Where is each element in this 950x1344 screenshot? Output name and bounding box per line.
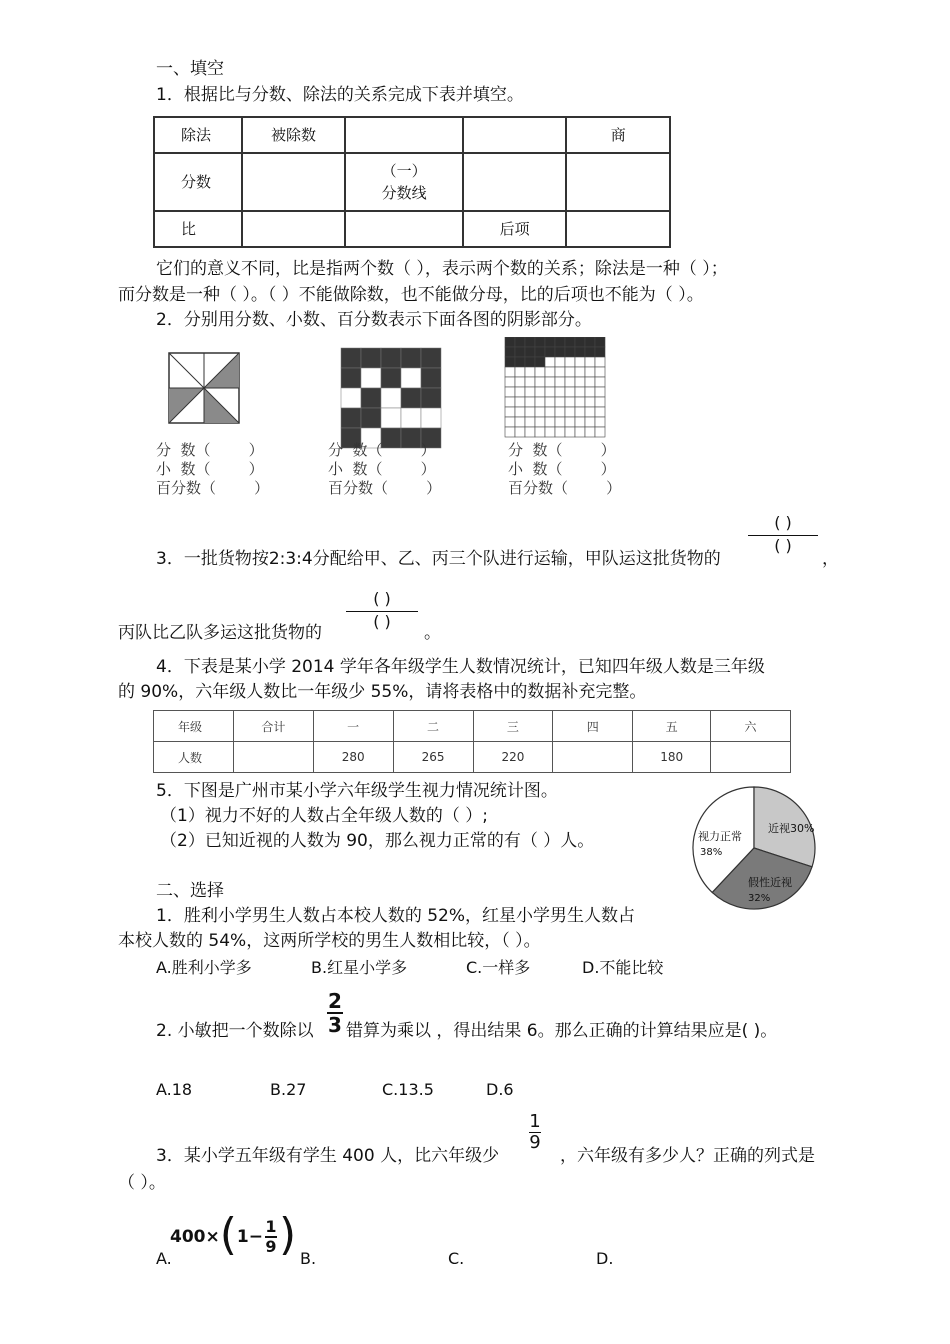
fig3-cell [565,417,575,427]
fig3-cell [555,367,565,377]
fig3-cell [535,397,545,407]
fig3-cell [585,367,595,377]
s2-q3-option-a-expression [170,1209,297,1262]
fig2-label-percent: 百分数（ ） [328,479,442,497]
fig3-cell [555,357,565,367]
s2-q3-choice-a[interactable]: A. [156,1249,172,1268]
fig3-cell [505,357,515,367]
s2-q2-choice-b[interactable]: B.27 [270,1080,307,1099]
fig3-cell [545,357,555,367]
fig3-cell [505,417,515,427]
fig2-cell [381,348,401,368]
fig3-cell [565,357,575,367]
fig3-cell [505,407,515,417]
fig3-cell [555,387,565,397]
vision-pie-chart [690,784,818,912]
fig3-cell [565,407,575,417]
fig3-cell [535,427,545,437]
fig3-cell [575,347,585,357]
fig3-cell [585,417,595,427]
expr-numerator: 1 [265,1217,277,1236]
fig3-cell [575,377,585,387]
figure-3-hundred-grid [505,337,605,437]
s2-q2-denominator: 3 [328,1013,342,1037]
grade-population-table [153,710,791,773]
expr-left-paren: ( [219,1209,237,1260]
fig3-cell [595,387,605,397]
fig3-cell [565,347,575,357]
q4-line-1: 4．下表是某小学 2014 学年各年级学生人数情况统计，已知四年级人数是三年级 [156,657,765,677]
s2-q2-fraction [327,990,343,1036]
s2-q1-choice-b[interactable]: B.红星小学多 [311,958,408,977]
fig2-cell [401,348,421,368]
fig3-cell [585,387,595,397]
q1-cell-1-4 [566,153,670,211]
fig3-cell [555,397,565,407]
fig3-cell [595,377,605,387]
s2-q2-choice-d[interactable]: D.6 [486,1080,514,1099]
fig3-cell [535,387,545,397]
fig3-cell [505,367,515,377]
s2-q2-choice-a[interactable]: A.18 [156,1080,193,1099]
fig3-label-fraction: 分 数（ ） [508,441,616,459]
q1-cell-2-0: 比 [154,211,242,247]
fig3-cell [585,347,595,357]
q4-cell-1 [233,742,313,773]
q4-header-3: 二 [393,711,473,742]
fig2-cell [401,408,421,428]
s2-q1-choice-c[interactable]: C.一样多 [466,958,531,977]
fig2-cell [421,348,441,368]
fig3-cell [585,377,595,387]
q1-cell-0-3 [463,117,567,153]
fig3-cell [525,397,535,407]
fig1-label-fraction: 分 数（ ） [156,441,264,459]
q4-header-6: 五 [633,711,711,742]
fig3-cell [515,367,525,377]
q1-cell-2-1 [242,211,346,247]
pie-value-2: 32% [748,893,771,904]
fig3-cell [515,357,525,367]
fig3-cell [565,427,575,437]
fig3-cell [525,427,535,437]
fig2-cell [341,408,361,428]
q3-line-1: 3．一批货物按2:3:4分配给甲、乙、丙三个队进行运输，甲队运这批货物的 [156,549,721,569]
s2-q3-choice-c[interactable]: C. [448,1249,465,1268]
fig2-cell [421,388,441,408]
q1-cell-1-1 [242,153,346,211]
fig3-cell [585,427,595,437]
fig2-cell [421,408,441,428]
fig3-cell [565,377,575,387]
figure-2-grid [341,348,441,448]
q4-cell-4: 220 [473,742,553,773]
fig3-cell [545,347,555,357]
q3-line-2-end: 。 [424,623,441,643]
fig3-cell [505,427,515,437]
s2-q1-choice-d[interactable]: D.不能比较 [582,958,664,977]
s2-q3-denominator: 9 [529,1132,541,1153]
fig3-cell [515,407,525,417]
fig1-label-percent: 百分数（ ） [156,479,270,497]
q5-prompt: 5．下图是广州市某小学六年级学生视力情况统计图。 [156,781,558,801]
fig3-cell [545,397,555,407]
q3-line-2: 丙队比乙队多运这批货物的 [118,623,322,643]
q1-cell-0-4: 商 [566,117,670,153]
fig3-cell [585,397,595,407]
fig2-cell [361,368,381,388]
q1-cell-0-0: 除法 [154,117,242,153]
fig3-cell [575,417,585,427]
section-title-fill: 一、填空 [156,59,224,79]
q1-prompt: 1．根据比与分数、除法的关系完成下表并填空。 [156,85,524,105]
fig2-cell [361,348,381,368]
fig3-cell [515,397,525,407]
fig3-cell [575,427,585,437]
expr-fraction [265,1218,277,1256]
fig3-cell [535,417,545,427]
s2-q3-fraction [529,1112,541,1153]
s2-q2-numerator: 2 [328,989,342,1013]
fig3-cell [525,387,535,397]
fig2-cell [361,388,381,408]
fig3-cell [595,397,605,407]
q4-header-4: 三 [473,711,553,742]
q2-prompt: 2．分别用分数、小数、百分数表示下面各图的阴影部分。 [156,310,592,330]
fig3-cell [595,417,605,427]
q3-fraction-blank-2: ( ) ( ) [346,589,418,634]
fig3-cell [515,377,525,387]
q4-line-2: 的 90%，六年级人数比一年级少 55%，请将表格中的数据补充完整。 [118,682,647,702]
s2-q2-post: 错算为乘以 ，得出结果 6。那么正确的计算结果应是( )。 [346,1021,778,1041]
fig3-cell [555,407,565,417]
s2-q3-post: ，六年级有多少人？正确的列式是 [560,1146,815,1166]
fig3-cell [585,357,595,367]
q3-fraction-blank-1: ( ) ( ) [748,513,818,558]
ratio-fraction-division-table [153,116,671,248]
q5-sub-2: （2）已知近视的人数为 90，那么视力正常的有（ ）人。 [160,831,595,851]
q4-cell-7 [711,742,791,773]
fig3-cell [575,407,585,417]
q1-cell-1-3 [463,153,567,211]
fig2-cell [421,368,441,388]
fig3-cell [555,347,565,357]
fig3-cell [555,427,565,437]
fig3-cell [565,337,575,347]
s2-q3-line-2: （ ）。 [118,1173,166,1193]
fig3-cell [545,407,555,417]
fig3-cell [535,337,545,347]
fig3-cell [565,367,575,377]
fig3-cell [565,387,575,397]
fig3-cell [595,337,605,347]
fig3-cell [525,357,535,367]
fig3-cell [535,357,545,367]
fig3-cell [575,357,585,367]
fig2-cell [341,388,361,408]
fig3-cell [575,397,585,407]
pie-label-1: 近视30% [768,822,815,835]
fig3-cell [575,387,585,397]
q4-cell-5 [553,742,633,773]
q4-header-7: 六 [711,711,791,742]
fig3-cell [525,367,535,377]
s2-q3-pre: 3．某小学五年级有学生 400 人，比六年级少 [156,1146,500,1166]
fig3-cell [525,377,535,387]
fig2-cell [381,368,401,388]
fig3-label-decimal: 小 数（ ） [508,460,616,478]
q4-header-2: 一 [313,711,393,742]
q4-header-5: 四 [553,711,633,742]
fig3-cell [505,347,515,357]
fig3-cell [575,367,585,377]
fig3-cell [565,397,575,407]
q1-text-2: 而分数是一种（ ）。（ ）不能做除数，也不能做分母，比的后项也不能为（ ）。 [118,285,704,305]
q1-text-1: 它们的意义不同，比是指两个数（ ），表示两个数的关系；除法是一种（ ）； [156,259,728,279]
q4-header-1: 合计 [233,711,313,742]
fig3-cell [555,337,565,347]
fig3-cell [525,407,535,417]
fig2-cell [401,368,421,388]
fig3-cell [525,417,535,427]
fig3-cell [515,427,525,437]
fig3-cell [515,347,525,357]
fig2-label-fraction: 分 数（ ） [328,441,436,459]
fig2-cell [381,388,401,408]
fig3-cell [585,337,595,347]
fig2-label-decimal: 小 数（ ） [328,460,436,478]
fig3-cell [595,407,605,417]
fig3-cell [505,387,515,397]
s2-q1-line-2: 本校人数的 54%，这两所学校的男生人数相比较，（ ）。 [118,931,541,951]
q5-sub-1: （1）视力不好的人数占全年级人数的（ ）; [160,806,488,826]
fig2-cell [361,408,381,428]
s2-q2-pre: 2. 小敏把一个数除以 [156,1021,314,1041]
fig3-cell [505,377,515,387]
fig3-cell [555,377,565,387]
q1-cell-2-3: 后项 [463,211,567,247]
q1-cell-0-1: 被除数 [242,117,346,153]
fig3-cell [515,417,525,427]
fig3-cell [505,397,515,407]
fig3-cell [545,377,555,387]
q1-cell-0-2 [345,117,463,153]
q4-cell-6: 180 [633,742,711,773]
q1-cell-1-0: 分数 [154,153,242,211]
s2-q1-choice-a[interactable]: A.胜利小学多 [156,958,252,977]
fig2-cell [341,348,361,368]
fig3-cell [545,367,555,377]
fig3-cell [595,347,605,357]
fig3-cell [525,337,535,347]
fig3-cell [535,377,545,387]
fig3-cell [515,387,525,397]
fig3-cell [545,387,555,397]
fig3-cell [545,337,555,347]
q1-cell-2-2 [345,211,463,247]
fig3-cell [555,417,565,427]
q4-header-0: 年级 [154,711,234,742]
q1-cell-1-2: （一） 分数线 [345,153,463,211]
expr-one-minus: 1− [236,1227,263,1247]
q1-cell-2-4 [566,211,670,247]
fig3-cell [525,347,535,357]
s2-q3-choice-d[interactable]: D. [596,1249,614,1268]
expr-multiplier: 400× [170,1227,220,1247]
s2-q3-numerator: 1 [529,1111,541,1132]
expr-denominator: 9 [265,1237,277,1256]
fig3-cell [585,407,595,417]
q4-cell-3: 265 [393,742,473,773]
fig3-cell [595,357,605,367]
fig2-cell [381,408,401,428]
fig2-cell [341,368,361,388]
fig1-label-decimal: 小 数（ ） [156,460,264,478]
pie-label-2: 假性近视 [748,876,792,889]
figure-1-square [169,353,239,423]
expr-right-paren: ) [278,1209,297,1260]
fig2-cell [401,388,421,408]
fig3-label-percent: 百分数（ ） [508,479,622,497]
q4-cell-2: 280 [313,742,393,773]
fig3-cell [545,427,555,437]
fig3-cell [505,337,515,347]
fig3-cell [535,347,545,357]
section-title-choice: 二、选择 [156,881,224,901]
pie-value-0: 38% [700,847,723,858]
s2-q3-choice-b[interactable]: B. [300,1249,317,1268]
s2-q2-choice-c[interactable]: C.13.5 [382,1080,434,1099]
fig3-cell [575,337,585,347]
fig3-cell [535,367,545,377]
fig3-cell [595,427,605,437]
fig3-cell [595,367,605,377]
s2-q1-line-1: 1．胜利小学男生人数占本校人数的 52%，红星小学男生人数占 [156,906,636,926]
fig3-cell [515,337,525,347]
fig3-cell [535,407,545,417]
pie-label-0: 视力正常 [698,830,742,843]
q4-cell-0: 人数 [154,742,234,773]
q3-line-1-end: ， [822,549,839,569]
fig3-cell [545,417,555,427]
